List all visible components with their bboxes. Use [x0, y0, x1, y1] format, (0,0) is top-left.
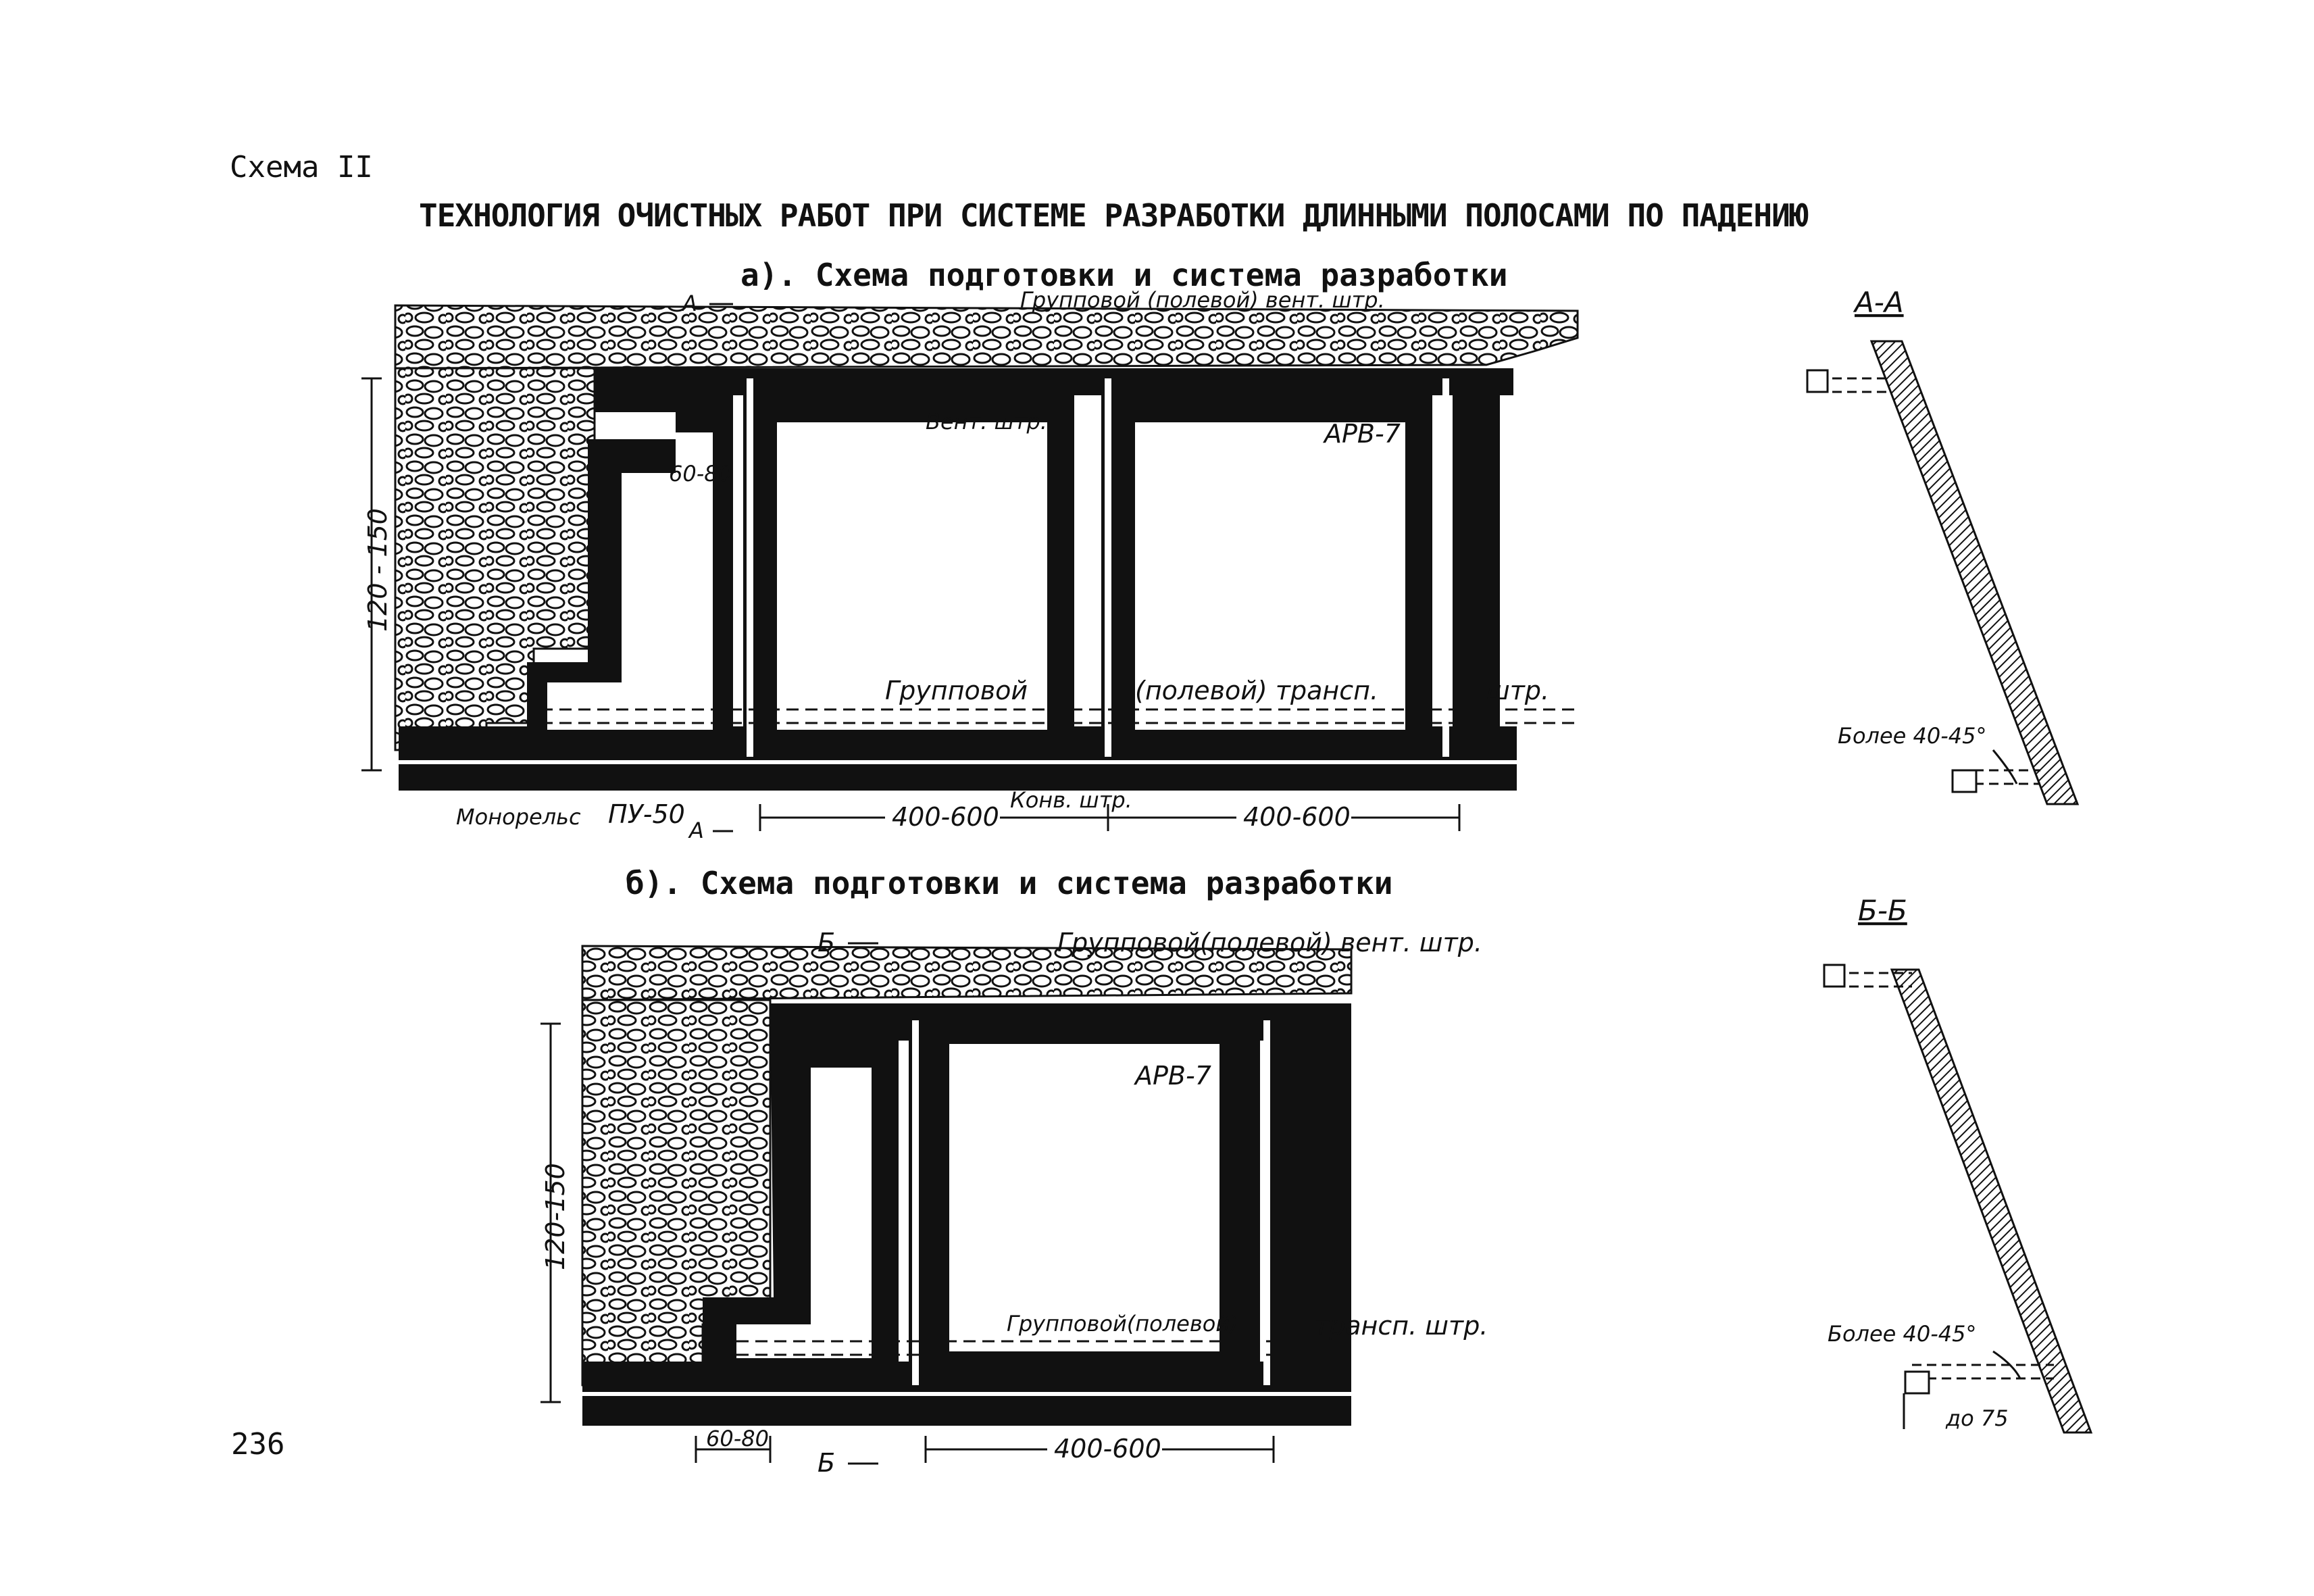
height-dim-label-a: 120 - 150 [363, 508, 393, 632]
scheme-a-subtitle: а). Схема подготовки и система разработки [740, 257, 1508, 293]
vent-drift-short-a: Вент. штр. [926, 409, 1047, 434]
vent-drift-label-b: Групповой(полевой) вент. штр. [1057, 928, 1482, 957]
scheme-b-subtitle: б). Схема подготовки и система разработки [626, 865, 1393, 901]
section-bb [1824, 894, 2091, 1432]
transport-label-a1: Групповой [885, 676, 1028, 705]
section-aa-title: А-А [1855, 286, 1904, 319]
monorail-label-a: Монорельс [456, 804, 581, 830]
transport-drift-section-bb [1905, 1372, 1929, 1393]
arv-label-b: АРВ-7 [1135, 1061, 1211, 1091]
vent-drift-section-bb [1824, 965, 1844, 987]
track-a [399, 760, 1517, 764]
vent-drift-label-a: Групповой (полевой) вент. штр. [1020, 287, 1385, 313]
pillar-dim-a: 60-80 [669, 461, 732, 487]
section-mark-top-b: Б [818, 928, 836, 957]
transport-drift-section-aa [1953, 770, 1976, 792]
width-dim-label-b: 400-600 [1054, 1434, 1161, 1464]
transport-label-a2: (полевой) трансп. [1135, 676, 1379, 705]
conveyor-label-a: Конв. штр. [1010, 787, 1132, 813]
arv-label-a: АРВ-7 [1324, 419, 1401, 449]
scheme-a-plan [361, 287, 1578, 843]
vent-drift-a [595, 368, 1513, 395]
section-mark-bottom-b: Б [818, 1448, 836, 1478]
transport-label-b1: Групповой(полевой) [1007, 1311, 1238, 1337]
width-dim-label-a1: 400-600 [892, 802, 999, 832]
angle-label-bb: Более 40-45° [1828, 1321, 1977, 1347]
page-title: ТЕХНОЛОГИЯ ОЧИСТНЫХ РАБОТ ПРИ СИСТЕМЕ РАЗРАБОТКИ ДЛИННЫМИ ПОЛОСАМИ ПО ПАДЕНИЮ [419, 197, 1808, 234]
seam-bb [1892, 970, 2091, 1432]
transport-label-b2: трансп. штр. [1314, 1311, 1488, 1341]
track-b [582, 1392, 1351, 1396]
angle-label-aa: Более 40-45° [1838, 723, 1987, 749]
transport-label-a3: штр. [1486, 676, 1550, 705]
section-mark-bottom-a: А [689, 818, 704, 843]
section-aa [1807, 286, 2078, 804]
pillar-dim-b: 60-80 [706, 1426, 769, 1451]
vent-drift-section-aa [1807, 370, 1828, 392]
section-mark-top-a: А [682, 291, 697, 316]
height-dim-label-b: 120-150 [540, 1163, 570, 1270]
section-bb-title: Б-Б [1858, 894, 1907, 927]
page-number: 236 [231, 1427, 285, 1462]
goaf-top-a [395, 305, 1578, 368]
scheme-number: Схема II [230, 150, 373, 184]
scheme-b-plan [540, 928, 1488, 1478]
depth-label-bb: до 75 [1946, 1405, 2009, 1431]
pu-label-a: ПУ-50 [608, 799, 685, 829]
width-dim-label-a2: 400-600 [1243, 802, 1351, 832]
